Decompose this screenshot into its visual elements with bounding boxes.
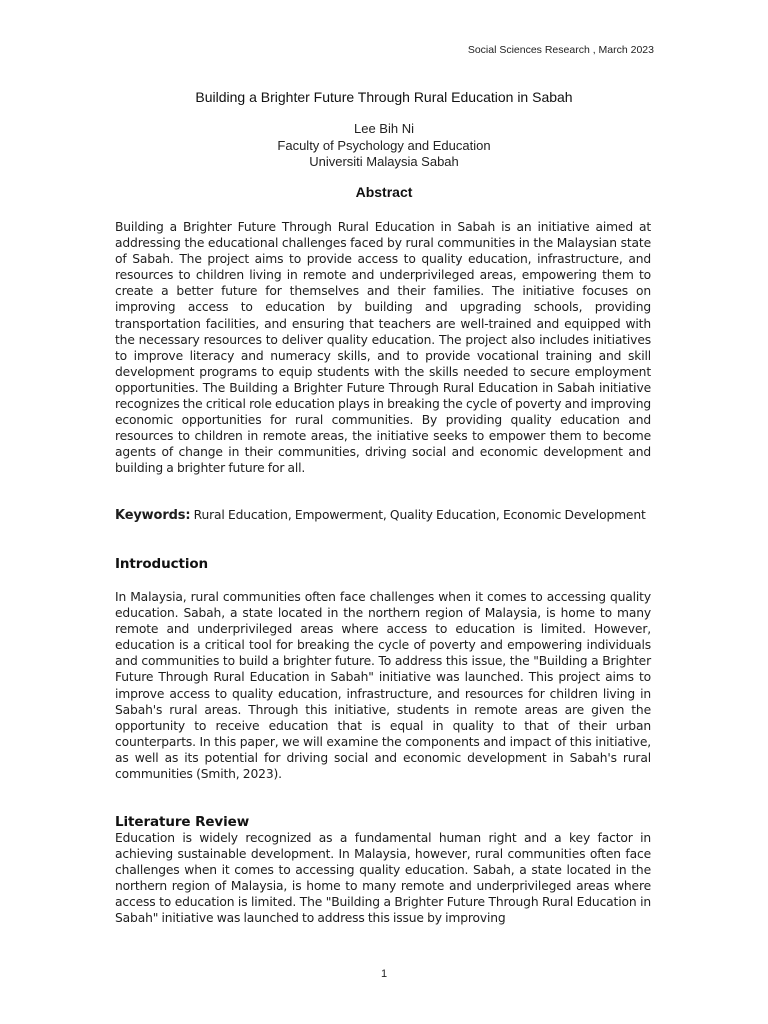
- affiliation-faculty: Faculty of Psychology and Education: [277, 137, 491, 153]
- abstract-body: Building a Brighter Future Through Rural Education in Sabah is an initiative aimed at addressing the educational challenges faced by rural communities in the Malaysian state of Sabah. The project aims to provide access to quality education, infrastructure, and resources to children living in remote and underprivileged areas, empowering them to create a better future for themselves and their families. The initiative focuses on improving access to education by building and upgrading schools, providing transportation facilities, and ensuring that teachers are well-trained and equipped with the necessary resources to deliver quality education. The project also includes initiatives to improve literacy and numeracy skills, and to provide vocational training and skill development programs to equip students with the skills needed to secure employment opportunities. The Building a Brighter Future Through Rural Education in Sabah initiative recognizes the critical role education plays in breaking the cycle of poverty and improving economic opportunities for rural communities. By providing quality education and resources to children in remote areas, the initiative seeks to empower them to become agents of change in their communities, driving social and economic development and building a brighter future for all.: [115, 220, 651, 476]
- author-block: [0, 121, 768, 171]
- affiliation-university: Universiti Malaysia Sabah: [309, 154, 459, 169]
- introduction-heading: Introduction: [115, 556, 209, 572]
- literature-review-heading: Literature Review: [115, 814, 250, 830]
- introduction-body: In Malaysia, rural communities often face challenges when it comes to accessing quality education. Sabah, a state located in the northern region of Malaysia, is home to many remote and underprivileged areas where access to education is limited. However, education is a critical tool for breaking the cycle of poverty and empowering individuals and communities to build a brighter future. To address this issue, the "Building a Brighter Future Through Rural Education in Sabah" initiative was launched. This project aims to improve access to quality education, infrastructure, and resources for children living in Sabah's rural areas. Through this initiative, students in remote areas are given the opportunity to receive education that is equal in quality to that of their urban counterparts. In this paper, we will examine the components and impact of this initiative, as well as its potential for driving social and economic development in Sabah's rural communities (Smith, 2023).: [115, 590, 651, 782]
- keywords-text: Rural Education, Empowerment, Quality Education, Economic Development: [193, 508, 646, 522]
- page-number: 1: [380, 968, 388, 980]
- paper-title: Building a Brighter Future Through Rural Education in Sabah: [195, 89, 573, 105]
- author-name: Lee Bih Ni: [354, 121, 414, 136]
- keywords: [115, 507, 651, 524]
- keywords-label: Keywords:: [115, 508, 191, 523]
- literature-review-body: Education is widely recognized as a fundamental human right and a key factor in achieving sustainable development. In Malaysia, however, rural communities often face challenges when it comes to accessing quality education. Sabah, a state located in the northern region of Malaysia, is home to many remote and underprivileged areas where access to education is limited. The "Building a Brighter Future Through Rural Education in Sabah" initiative was launched to address this issue by improving: [115, 831, 651, 926]
- abstract-heading: Abstract: [355, 184, 413, 200]
- running-head: Social Sciences Research , March 2023: [467, 44, 654, 56]
